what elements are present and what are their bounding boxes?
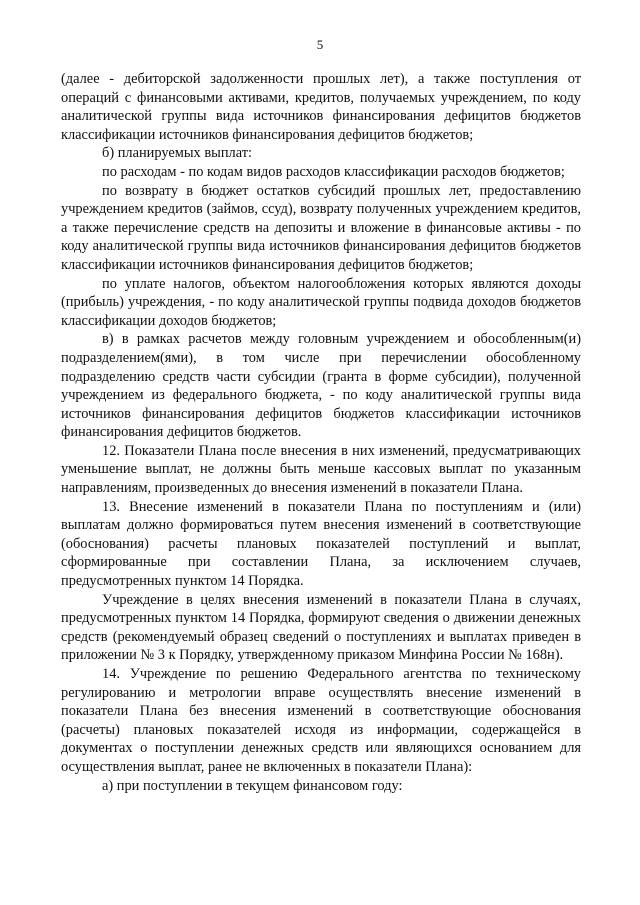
paragraph: в) в рамках расчетов между головным учреждением и обособленным(и) подразделением(ями), в том числе при перечислении обособленному подразделению средств части субсидии (гранта в форме субсидии), полученной учреждением из федерального бюджета, - по коду аналитической группы вида источников финансирования дефицитов бюджетов классификации источников финансирования дефицитов бюджетов. <box>61 331 581 441</box>
document-body <box>61 70 581 795</box>
paragraph: (далее - дебиторской задолженности прошлых лет), а также поступления от операций с финансовыми активами, кредитов, получаемых учреждением, по коду аналитической группы вида источников финансирования дефицитов бюджетов классификации источников финансирования дефицитов бюджетов; <box>61 71 581 143</box>
paragraph: по расходам - по кодам видов расходов классификации расходов бюджетов; <box>102 163 565 180</box>
paragraph: Учреждение в целях внесения изменений в показатели Плана в случаях, предусмотренных пунктом 14 Порядка, формируют сведения о движении денежных средств (рекомендуемый образец сведений о поступлениях и выплатах приведен в приложении № 3 к Порядку, утвержденному приказом Минфина России № 168н). <box>61 591 581 664</box>
paragraph: а) при поступлении в текущем финансовом году: <box>102 777 403 794</box>
paragraph: по возврату в бюджет остатков субсидий прошлых лет, предоставлению учреждением кредитов (займов, ссуд), возврату полученных учреждением кредитов, а также перечисление средств на депозиты и вложение в финансовые активы - по коду аналитической группы вида источников финансирования дефицитов бюджетов классификации источников финансирования дефицитов бюджетов; <box>61 182 581 273</box>
paragraph: 13. Внесение изменений в показатели Плана по поступлениям и (или) выплатам должно формироваться путем внесения изменений в соответствующие (обоснования) расчеты плановых показателей поступлений и выплат, сформированные при составлении Плана, за исключением случаев, предусмотренных пунктом 14 Порядка. <box>61 498 581 590</box>
page-number: 5 <box>316 37 324 52</box>
paragraph: б) планируемых выплат: <box>102 145 252 162</box>
paragraph: 12. Показатели Плана после внесения в них изменений, предусматривающих уменьшение выплат, не должны быть меньше кассовых выплат по указанным направлениям, произведенных до внесения изменений в показатели Плана. <box>61 442 581 497</box>
paragraph: 14. Учреждение по решению Федерального агентства по техническому регулированию и метрологии вправе осуществлять внесение изменений в показатели Плана без внесения изменений в соответствующие обоснования (расчеты) плановых показателей исходя из информации, содержащейся в документах о поступлении денежных средств или являющихся основанием для осуществления выплат, ранее не включенных в показатели Плана): <box>61 666 581 775</box>
paragraph: по уплате налогов, объектом налогообложения которых являются доходы (прибыль) учреждения, - по коду аналитической группы подвида доходов бюджетов классификации доходов бюджетов; <box>61 275 581 329</box>
